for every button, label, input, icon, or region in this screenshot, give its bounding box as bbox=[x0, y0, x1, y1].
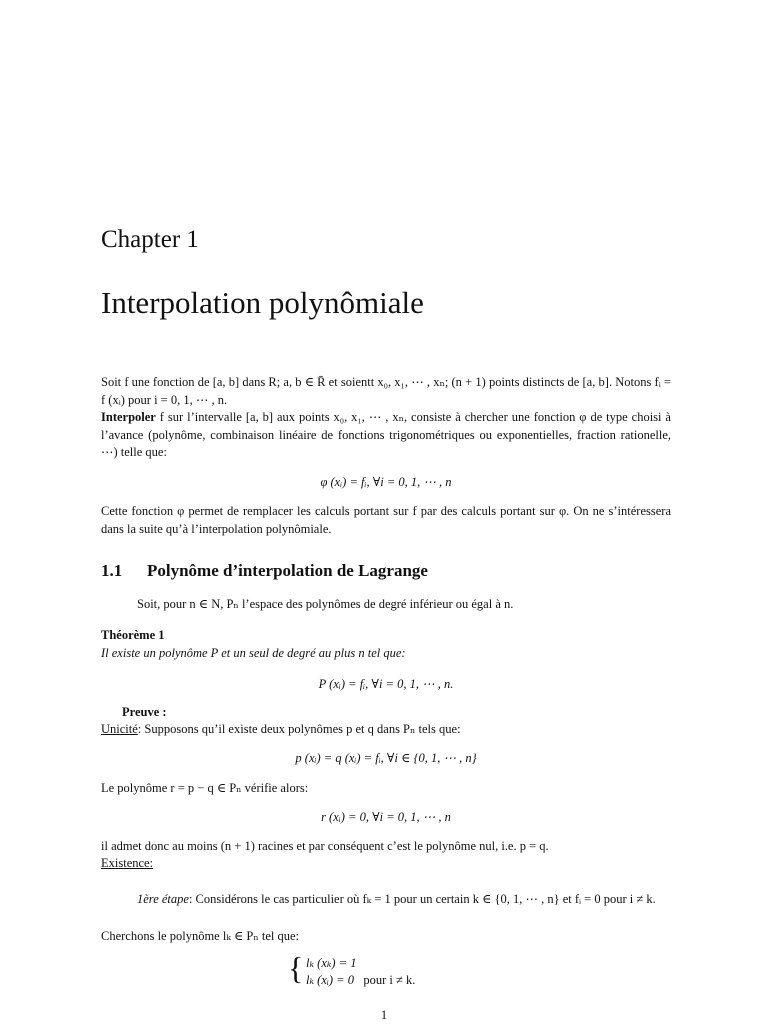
chapter-label: Chapter 1 bbox=[101, 226, 199, 253]
equation-phi: φ (xᵢ) = fᵢ, ∀i = 0, 1, ⋯ , n bbox=[320, 475, 452, 489]
section-title: Polynôme d’interpolation de Lagrange bbox=[147, 561, 428, 580]
roots-paragraph: il admet donc au moins (n + 1) racines et par conséquent c’est le polynôme nul, i.e. p = q. bbox=[101, 839, 549, 853]
page-number: 1 bbox=[380, 1008, 388, 1022]
equation-p-q: p (xᵢ) = q (xᵢ) = fᵢ, ∀i ∈ {0, 1, ⋯ , n} bbox=[295, 751, 477, 765]
lk-system bbox=[288, 950, 416, 989]
theorem-label: Théorème 1 bbox=[101, 628, 165, 642]
polynome-r-paragraph: Le polynôme r = p − q ∈ Pₙ vérifie alors: bbox=[101, 781, 309, 795]
chapter-title: Interpolation polynômiale bbox=[101, 285, 424, 320]
system-row-2-condition: pour i ≠ k. bbox=[363, 973, 416, 987]
interpoler-keyword: Interpoler bbox=[101, 410, 156, 424]
step-1-text: : Considérons le cas particulier où fₖ = 1 pour un certain k ∈ {0, 1, ⋯ , n} et fᵢ = 0 pour i ≠ k. bbox=[188, 892, 656, 906]
section-paragraph-1: Soit, pour n ∈ N, Pₙ l’espace des polynômes de degré inférieur ou égal à n. bbox=[137, 597, 514, 611]
section-heading bbox=[101, 561, 428, 581]
unicite-label: Unicité bbox=[101, 722, 138, 736]
lk-paragraph: Cherchons le polynôme lₖ ∈ Pₙ tel que: bbox=[101, 929, 300, 943]
theorem-statement: Il existe un polynôme P et un seul de degré au plus n tel que: bbox=[101, 646, 406, 660]
intro-paragraph-2-text: f sur l’intervalle [a, b] aux points x₀, x₁, ⋯ , xₙ, consiste à chercher une fonction φ de type choisi à l’avance (polynôme, combinaison linéaire de fonctions trigonométriques ou exponentielles, fraction rationelle, ⋯) telle que: bbox=[101, 410, 671, 460]
system-row-2: lₖ (xᵢ) = 0 pour i ≠ k. bbox=[306, 973, 416, 987]
equation-lagrange-condition: P (xᵢ) = fᵢ, ∀i = 0, 1, ⋯ , n. bbox=[318, 677, 454, 691]
proof-label: Preuve : bbox=[122, 705, 167, 719]
step-1-paragraph bbox=[101, 891, 671, 909]
unicite-paragraph bbox=[101, 721, 671, 739]
unicite-text: : Supposons qu’il existe deux polynômes p et q dans Pₙ tels que: bbox=[137, 722, 461, 736]
section-number: 1.1 bbox=[101, 561, 123, 580]
intro-paragraph-1: Soit f une fonction de [a, b] dans R; a, b ∈ R̄ et soientt x₀, x₁, ⋯ , xₙ; (n + 1) points distincts de [a, b]. Notons fᵢ = f (xᵢ) pour i = 0, 1, ⋯ , n. bbox=[101, 375, 671, 407]
step-1-label: 1ère étape bbox=[137, 892, 189, 906]
equation-r: r (xᵢ) = 0, ∀i = 0, 1, ⋯ , n bbox=[321, 810, 451, 824]
intro-paragraph-3: Cette fonction φ permet de remplacer les calculs portant sur f par des calculs portant sur φ. On ne s’intéressera dans la suite qu’à l’interpolation polynômiale. bbox=[101, 504, 671, 536]
existence-label: Existence: bbox=[101, 856, 154, 870]
intro-paragraph-2 bbox=[101, 409, 671, 462]
system-row-1: lₖ (xₖ) = 1 bbox=[306, 956, 357, 970]
left-brace: { bbox=[288, 950, 304, 986]
